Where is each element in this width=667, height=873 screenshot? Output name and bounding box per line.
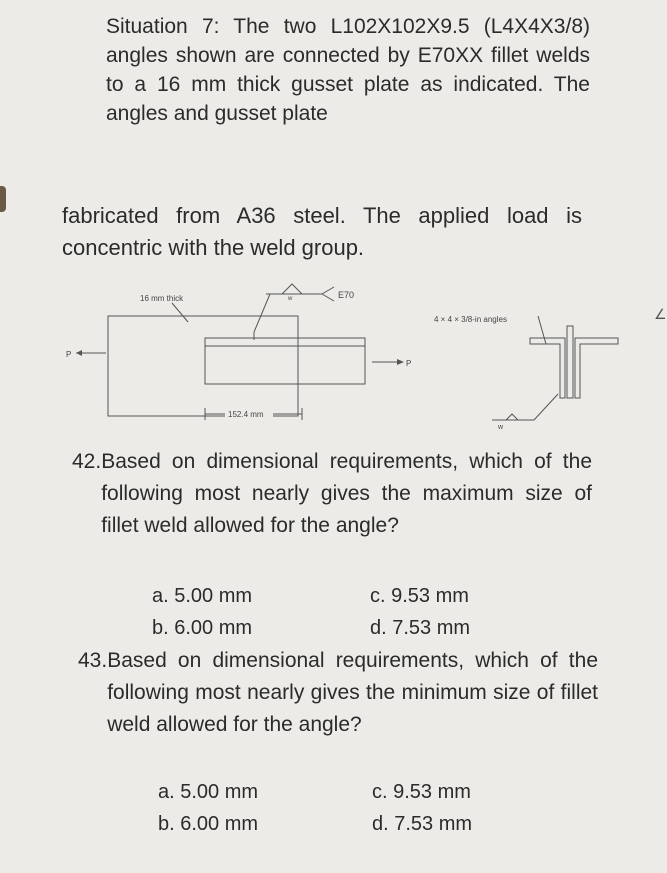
question-text: Based on dimensional requirements, which of the following most nearly gives the maximum size of fillet weld allowed for the angle? (101, 450, 592, 537)
option-c[interactable]: c. 9.53 mm (370, 585, 469, 607)
question-number: 42. (72, 450, 102, 473)
weld-size-symbol: w (288, 296, 293, 302)
weld-symbol-tail (322, 287, 334, 301)
load-label-left: P (66, 350, 72, 359)
option-b[interactable]: b. 6.00 mm (152, 617, 253, 639)
question-number: 43. (78, 649, 108, 672)
option-d[interactable]: d. 7.53 mm (370, 617, 471, 639)
option-b[interactable]: b. 6.00 mm (158, 813, 259, 835)
question-42 (72, 446, 592, 542)
page-edge-mark (0, 186, 6, 212)
situation-paragraph-part1: Situation 7: The two L102X102X9.5 (L4X4X3/8) angles shown are connected by E70XX fillet welds to a 16 mm thick gusset plate as indicated. The angles and gusset plate (106, 15, 590, 125)
gusset-section (567, 326, 573, 398)
option-c[interactable]: c. 9.53 mm (372, 781, 471, 803)
angle-section-right (575, 338, 618, 398)
situation-paragraph-part2: fabricated from A36 steel. The applied load is concentric with the weld group. (62, 203, 582, 260)
angle-section-left (530, 338, 565, 398)
gusset-plate (108, 316, 298, 416)
question-43 (78, 645, 598, 741)
margin-mark: ∠ (654, 306, 667, 322)
angles-label: 4 × 4 × 3/8-in angles (434, 315, 507, 324)
weld-connection-figure (60, 282, 630, 442)
option-a[interactable]: a. 5.00 mm (152, 585, 253, 607)
question-text: Based on dimensional requirements, which of the following most nearly gives the minimum size of fillet weld allowed for the angle? (107, 649, 598, 736)
load-label-right: P (406, 359, 412, 368)
option-a[interactable]: a. 5.00 mm (158, 781, 259, 803)
plate-thickness-label: 16 mm thick (140, 294, 184, 303)
electrode-label: E70 (338, 290, 355, 300)
weld-length-label: 152.4 mm (228, 410, 264, 419)
section-weld-label: w (498, 424, 504, 431)
angle-elevation (205, 338, 365, 384)
option-d[interactable]: d. 7.53 mm (372, 813, 473, 835)
